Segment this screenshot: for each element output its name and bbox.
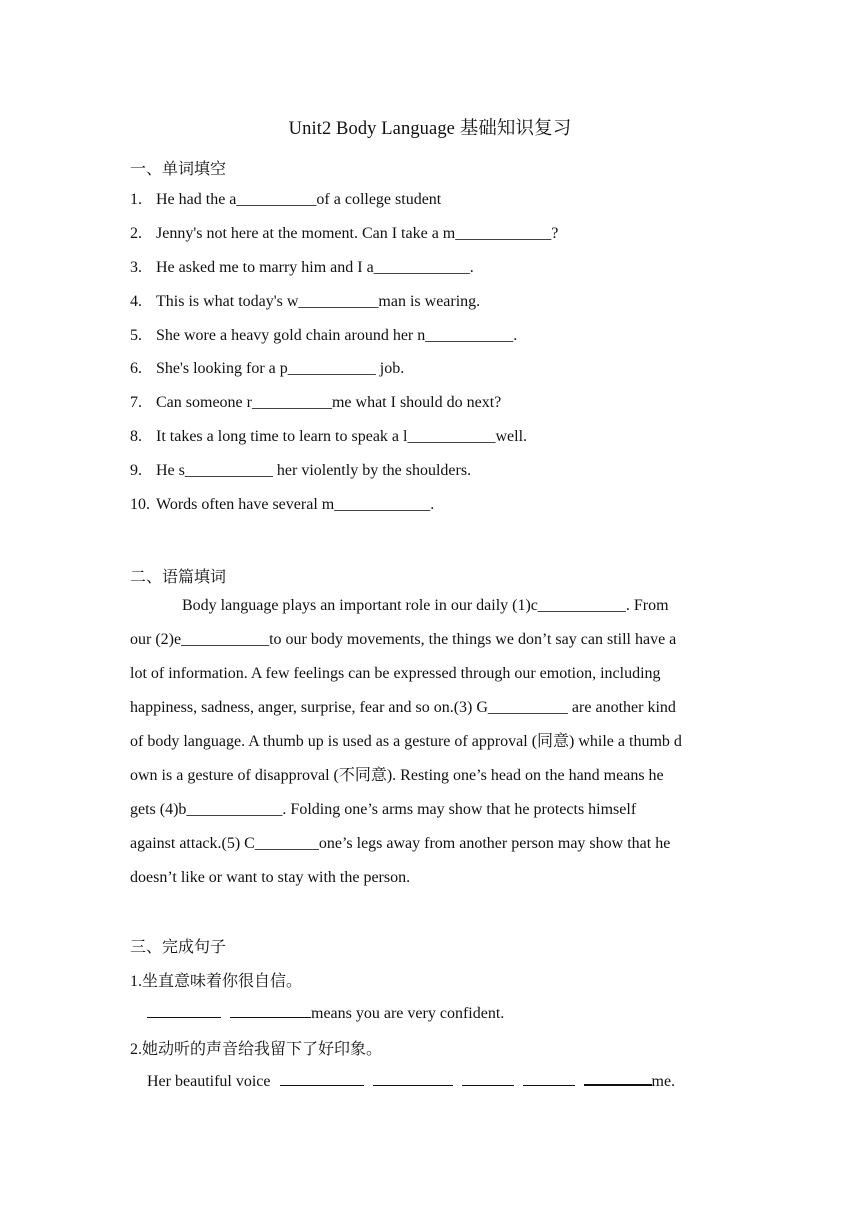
item-number: 3. bbox=[130, 259, 142, 276]
answer-blank[interactable] bbox=[523, 1071, 575, 1086]
sentence-prompt-2: 2.她动听的声音给我留下了好印象。 bbox=[130, 1041, 383, 1058]
vocab-item bbox=[130, 327, 517, 345]
answer-tail-text: means you are very confident. bbox=[311, 1005, 505, 1022]
item-number: 6. bbox=[130, 360, 142, 377]
item-number: 7. bbox=[130, 394, 142, 411]
answer-blank[interactable] bbox=[230, 1003, 311, 1018]
vocab-item bbox=[130, 462, 471, 480]
vocab-item bbox=[130, 225, 558, 243]
answer-blank[interactable] bbox=[147, 1003, 221, 1018]
item-text: Words often have several m____________. bbox=[156, 496, 435, 513]
vocab-item bbox=[130, 360, 404, 378]
item-text: She wore a heavy gold chain around her n___________. bbox=[156, 327, 518, 344]
vocab-item bbox=[130, 191, 441, 209]
passage-line: our (2)e___________to our body movements, the things we don’t say can still have a bbox=[130, 631, 677, 648]
item-text: He s___________ her violently by the shoulders. bbox=[156, 462, 472, 479]
answer-blank[interactable] bbox=[584, 1070, 652, 1086]
answer-lead-text: Her beautiful voice bbox=[147, 1073, 271, 1090]
answer-blank[interactable] bbox=[373, 1071, 453, 1086]
answer-blank[interactable] bbox=[462, 1071, 514, 1086]
section-heading-passage: 二、语篇填词 bbox=[130, 569, 227, 586]
vocab-item bbox=[130, 496, 434, 514]
passage-line: gets (4)b____________. Folding one’s arms may show that he protects himself bbox=[130, 801, 637, 818]
passage-line: lot of information. A few feelings can be expressed through our emotion, including bbox=[130, 665, 661, 682]
item-text: Jenny's not here at the moment. Can I take a m____________? bbox=[156, 225, 559, 242]
vocab-item bbox=[130, 293, 480, 311]
item-text: He had the a__________of a college student bbox=[156, 191, 442, 208]
answer-tail-text: me. bbox=[651, 1073, 676, 1090]
passage-paragraph bbox=[130, 589, 730, 895]
passage-line-text: Body language plays an important role in our daily (1)c___________. From bbox=[182, 597, 669, 614]
section-heading-sentences: 三、完成句子 bbox=[130, 939, 227, 956]
item-number: 1. bbox=[130, 191, 142, 208]
sentence-answer-1 bbox=[147, 1003, 504, 1023]
sentence-answer-2 bbox=[147, 1070, 675, 1091]
page-title: Unit2 Body Language 基础知识复习 bbox=[288, 119, 572, 139]
item-text: Can someone r__________me what I should do next? bbox=[156, 394, 502, 411]
vocab-item bbox=[130, 394, 501, 412]
passage-line: own is a gesture of disapproval (不同意). Resting one’s head on the hand means he bbox=[130, 767, 664, 784]
item-text: This is what today's w__________man is wearing. bbox=[156, 293, 481, 310]
item-text: He asked me to marry him and I a____________. bbox=[156, 259, 474, 276]
passage-line: of body language. A thumb up is used as a gesture of approval (同意) while a thumb d bbox=[130, 733, 682, 750]
item-number: 2. bbox=[130, 225, 142, 242]
item-number: 5. bbox=[130, 327, 142, 344]
item-number: 9. bbox=[130, 462, 142, 479]
passage-line: happiness, sadness, anger, surprise, fear and so on.(3) G__________ are another kind bbox=[130, 699, 676, 716]
passage-line bbox=[130, 589, 730, 623]
passage-line: doesn’t like or want to stay with the person. bbox=[130, 869, 411, 886]
passage-line: against attack.(5) C________one’s legs away from another person may show that he bbox=[130, 835, 671, 852]
item-number: 10. bbox=[130, 496, 150, 513]
item-text: It takes a long time to learn to speak a l___________well. bbox=[156, 428, 528, 445]
item-number: 8. bbox=[130, 428, 142, 445]
answer-blank[interactable] bbox=[280, 1071, 364, 1086]
section-heading-vocabulary: 一、单词填空 bbox=[130, 161, 227, 178]
item-text: She's looking for a p___________ job. bbox=[156, 360, 405, 377]
sentence-prompt-1: 1.坐直意味着你很自信。 bbox=[130, 973, 303, 990]
vocab-item bbox=[130, 259, 474, 277]
item-number: 4. bbox=[130, 293, 142, 310]
vocab-item bbox=[130, 428, 527, 446]
